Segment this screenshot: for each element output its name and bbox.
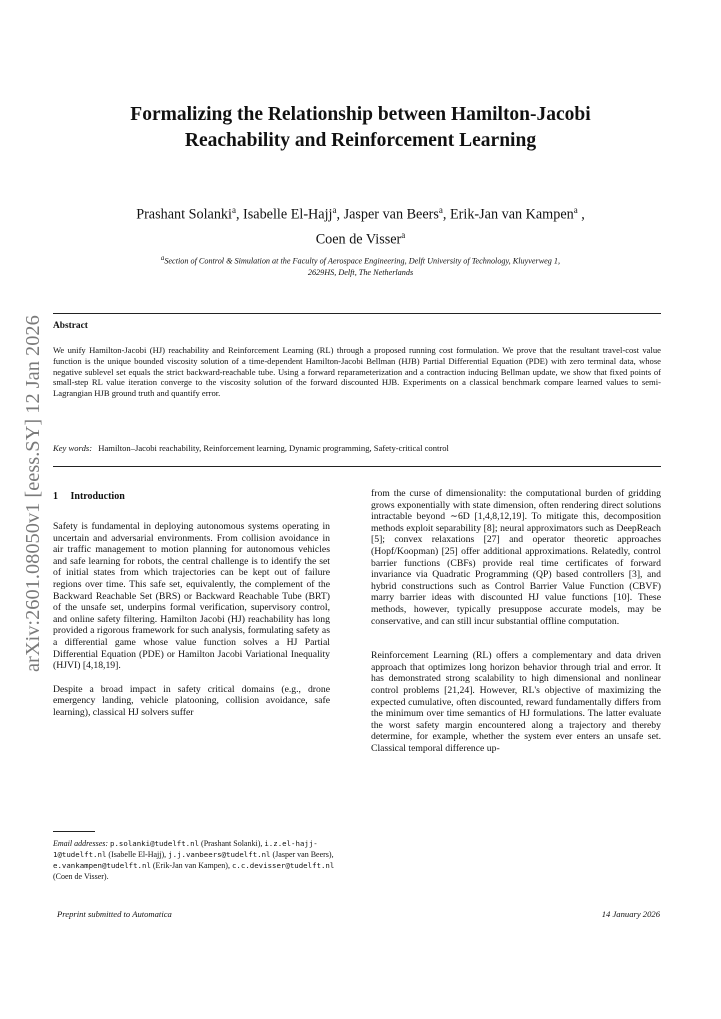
arxiv-identifier[interactable]: arXiv:2601.08050v1 [eess.SY] 12 Jan 2026 <box>22 315 44 672</box>
author-affiliation-marker: a <box>332 205 337 215</box>
keywords-text: Hamilton–Jacobi reachability, Reinforcement learning, Dynamic programming, Safety-critical control <box>98 443 449 453</box>
intro-paragraph-4: Reinforcement Learning (RL) offers a complementary and data driven approach that optimizes long horizon behavior through trial and error. It has demonstrated strong scalability to high dimensional and nonlinear control problems [21,24]. However, RL's objective of maximizing the expected cumulative, often discounted, reward fundamentally differs from the minimum over time semantics of HJ formulations. The latter evaluate the worst safety margin encountered along a trajectory and thereby determine, for example, whether the system ever enters an unsafe set. Classical temporal difference up- <box>371 650 661 754</box>
abstract-text: We unify Hamilton-Jacobi (HJ) reachability and Reinforcement Learning (RL) through a proposed running cost formulation. We prove that the resultant travel-cost value function is the unique bounded viscosity solution of a time-dependent Hamilton-Jacobi Bellman (HJB) Partial Differential Equation (PDE) with zero terminal data, whose negative sublevel set equals the strict backward-reachable tube. Using a forward reparameterization and a contraction inducing Bellman update, we show that fixed points of small-step RL value iteration converge to the viscosity solution of the forward discounted HJB. Experiments on a classical benchmark compare learned values to semi-Lagrangian HJB ground truth and quantify error. <box>53 345 661 399</box>
author-affiliation-marker: a <box>438 205 443 215</box>
abstract-heading: Abstract <box>53 321 88 331</box>
author-separator: , <box>336 206 344 223</box>
email-owner: (Isabelle El-Hajj), <box>108 850 167 859</box>
intro-paragraph-1: Safety is fundamental in deploying autonomous systems operating in uncertain and adversarial environments. From collision avoidance in air traffic management to motion planning for autonomous vehicles and safe learning for robots, the central challenge is to identify the set of initial states from which trajectories can be kept out of failure regions over time. This safe set, equivalently, the complement of the Backward Reachable Set (BRS) or Backward Reachable Tube (BRT) of the unsafe set, underpins formal verification, supervisory control, and online safety filtering. Hamilton Jacobi (HJ) reachability has long provided a rigorous framework for such analysis, formulating safety as a differential game whose value function solves a HJ Partial Differential Equation (PDE) or Hamilton Jacobi Variational Inequality (HJVI) [4,18,19]. <box>53 521 330 672</box>
intro-paragraph-3: from the curse of dimensionality: the computational burden of gridding grows exponentially with state dimension, often rendering direct solutions intractable beyond ∼6D [1,4,8,12,19]. To mitigate this, decomposition methods exploit separability [8]; neural approximators such as DeepReach [5]; convex relaxations [27] and operator theoretic approaches (Hopf/Koopman) [25] offer additional approximations. Relatedly, control barrier functions (CBFs) provide real time certificates of forward invariance via Quadratic Programming (QP) based controllers [3], and hybrid constructions such as Control Barrier Value Function (CBVF) marry barrier ideas with discounted HJ value functions [10]. These methods, however, typically presuppose accurate models, may be conservative, and can still incur substantial offline computation. <box>371 488 661 627</box>
keywords-label: Key words: <box>53 443 93 453</box>
email-link[interactable]: i.z.el-hajj-1@tudelft.nl <box>53 839 318 859</box>
section-heading <box>53 491 125 502</box>
author-line-1 <box>40 200 681 225</box>
author-line-2 <box>40 225 681 250</box>
author-separator: , <box>442 206 450 223</box>
left-column <box>53 521 330 719</box>
abstract-top-rule <box>53 313 661 314</box>
email-owner: (Coen de Visser). <box>53 872 109 881</box>
intro-paragraph-2: Despite a broad impact in safety critical domains (e.g., drone emergency landing, vehicle platooning, collision avoidance, safe learning), classical HJ solvers suffer <box>53 683 330 718</box>
keywords <box>53 443 661 453</box>
footer-date: 14 January 2026 <box>601 909 660 919</box>
title-line-1: Formalizing the Relationship between Hamilton-Jacobi <box>130 104 591 125</box>
email-owner: (Jasper van Beers), <box>272 850 334 859</box>
email-link[interactable]: c.c.devisser@tudelft.nl <box>231 861 335 870</box>
section-number: 1 <box>53 491 58 502</box>
author-affiliation-marker: a <box>573 205 578 215</box>
footer-journal: Preprint submitted to Automatica <box>57 909 172 919</box>
author-affiliation-marker: a <box>231 205 236 215</box>
section-title: Introduction <box>70 491 125 502</box>
paper-title <box>60 102 661 154</box>
author-affiliation-marker: a <box>401 229 406 240</box>
email-footnote <box>53 838 338 882</box>
affiliation-marker: a <box>160 255 165 262</box>
footnote-label: Email addresses: <box>53 839 109 848</box>
author-name: Isabelle El-Hajj <box>243 206 333 223</box>
author-name: Jasper van Beers <box>343 206 439 223</box>
affiliation-line-1: Section of Control & Simulation at the Faculty of Aerospace Engineering, Delft University of Technology, Kluyverweg 1, <box>164 256 561 266</box>
author-name: Prashant Solanki <box>136 206 232 223</box>
email-link[interactable]: e.vankampen@tudelft.nl <box>53 861 151 870</box>
affiliation-line-2: 2629HS, Delft, The Netherlands <box>307 267 414 277</box>
email-owner: (Erik-Jan van Kampen), <box>152 861 230 870</box>
author-list <box>40 200 681 249</box>
footnote-rule <box>53 831 95 832</box>
author-name: Erik-Jan van Kampen <box>450 206 574 223</box>
email-owner: (Prashant Solanki), <box>201 839 263 848</box>
right-column <box>371 488 661 754</box>
email-link[interactable]: j.j.vanbeers@tudelft.nl <box>168 850 271 859</box>
author-name: Coen de Visser <box>315 231 402 248</box>
author-separator: , <box>577 206 585 223</box>
title-line-2: Reachability and Reinforcement Learning <box>184 130 537 151</box>
email-link[interactable]: p.solanki@tudelft.nl <box>110 839 200 848</box>
keywords-bottom-rule <box>53 466 661 467</box>
author-separator: , <box>235 206 244 223</box>
affiliation <box>70 253 651 278</box>
